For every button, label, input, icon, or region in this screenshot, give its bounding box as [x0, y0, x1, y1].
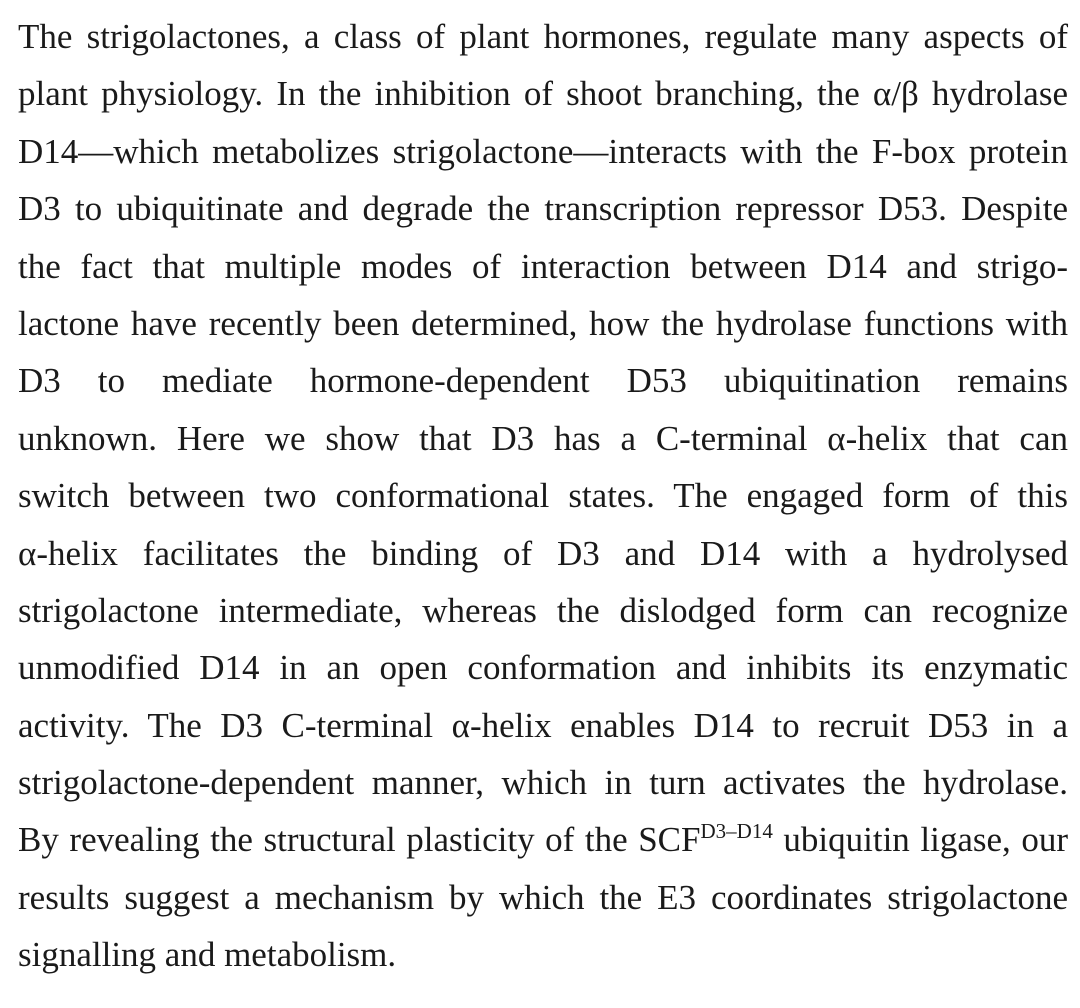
text-line: α-helix facilitates the binding of D3 and D14 with a hydrolysed	[18, 533, 1068, 573]
text-before-superscript: By revealing the structural plasticity of the SCF	[18, 820, 701, 860]
abstract-paragraph	[18, 8, 1068, 984]
text-line: lactone have recently been determined, how the hydrolase functions with	[18, 303, 1068, 343]
complex-superscript: D3–D14	[700, 819, 773, 844]
text-line: D3 to mediate hormone-dependent D53 ubiquitination remains	[18, 361, 1068, 401]
text-line: results suggest a mechanism by which the E3 coordinates strigolactone	[18, 877, 1068, 917]
text-line: D14—which metabolizes strigolactone—interacts with the F-box protein	[18, 131, 1068, 171]
text-line: the fact that multiple modes of interaction between D14 and strigo-	[18, 246, 1068, 286]
text-after-superscript: ubiquitin ligase, our	[772, 820, 1068, 860]
text-line-last: signalling and metabolism.	[18, 935, 397, 975]
text-line: unmodified D14 in an open conformation and inhibits its enzymatic	[18, 648, 1068, 688]
text-line: strigolactone-dependent manner, which in turn activates the hydrolase.	[18, 763, 1068, 803]
text-line-with-superscript	[18, 811, 1068, 868]
text-line: D3 to ubiquitinate and degrade the transcription repressor D53. Despite	[18, 189, 1068, 229]
text-line: The strigolactones, a class of plant hormones, regulate many aspects of	[18, 17, 1068, 56]
text-line: unknown. Here we show that D3 has a C-terminal α-helix that can	[18, 418, 1068, 458]
text-line: strigolactone intermediate, whereas the dislodged form can recognize	[18, 590, 1068, 630]
text-line: plant physiology. In the inhibition of shoot branching, the α/β hydrolase	[18, 74, 1068, 114]
text-line: switch between two conformational states. The engaged form of this	[18, 476, 1068, 516]
text-line: activity. The D3 C-terminal α-helix enables D14 to recruit D53 in a	[18, 705, 1068, 745]
